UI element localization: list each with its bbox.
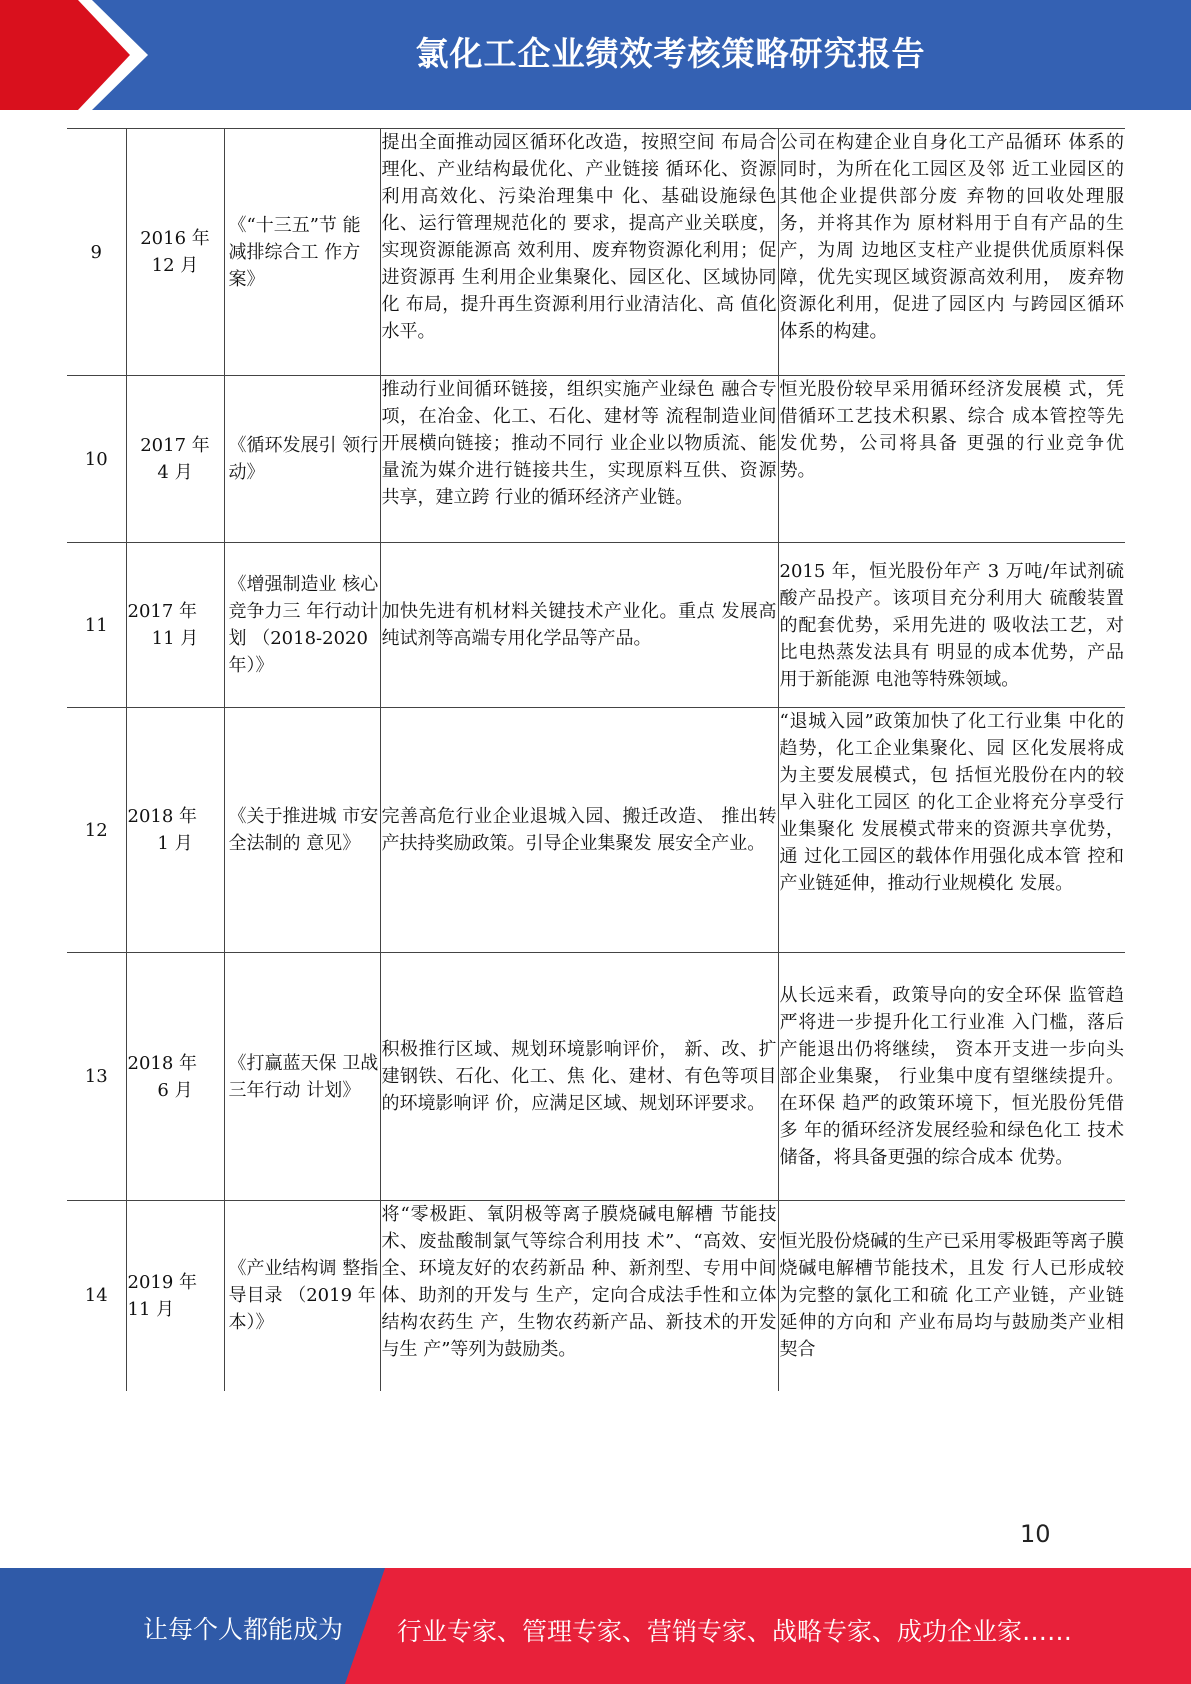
policy-title: 《关于推进城 市安全法制的 意见》 (224, 708, 380, 953)
footer-slogan-right: 行业专家、管理专家、营销专家、战略专家、成功企业家…… (397, 1617, 1073, 1646)
table-row (67, 708, 1125, 953)
policy-content: 加快先进有机材料关键技术产业化。重点 发展高纯试剂等高端专用化学品等产品。 (380, 543, 778, 708)
report-title: 氯化工企业绩效考核策略研究报告 (415, 34, 926, 73)
policy-impact: 恒光股份烧碱的生产已采用零极距等离子膜烧碱电解槽节能技术，且发 行人已形成较为完整的氯化工和硫 化工产业链，产业链延伸的方向和 产业布局均与鼓励类产业相契合 (778, 1201, 1125, 1391)
policy-title: 《“十三五”节 能减排综合工 作方案》 (224, 129, 380, 376)
policy-content: 完善高危行业企业退城入园、搬迁改造、 推出转产扶持奖励政策。引导企业集聚发 展安全产业。 (380, 708, 778, 953)
policy-table (67, 128, 1125, 1391)
row-number: 14 (67, 1201, 126, 1391)
date-year: 2019 年 (127, 1271, 198, 1293)
policy-impact: 恒光股份较早采用循环经济发展模 式，凭借循环工艺技术积累、综合 成本管控等先发优势，公司将具备 更强的行业竞争优势。 (778, 376, 1125, 543)
row-number: 11 (67, 543, 126, 708)
date-month: 11 月 (127, 1298, 175, 1320)
footer-slogan-left: 让每个人都能成为 (143, 1615, 344, 1644)
date-month: 6 月 (157, 1079, 193, 1101)
page-number: 10 (1020, 1520, 1051, 1548)
policy-impact: “退城入园”政策加快了化工行业集 中化的趋势，化工企业集聚化、园 区化发展将成为主要发展模式，包 括恒光股份在内的较早入驻化工园区 的化工企业将充分享受行业集聚化 发展模式带来的资源共享优势，通 过化工园区的载体作用强化成本管 控和产业链延伸，推动行业规模化 发展。 (778, 708, 1125, 953)
policy-title: 《打赢蓝天保 卫战三年行动 计划》 (224, 953, 380, 1201)
row-date (126, 953, 224, 1201)
policy-impact: 2015 年，恒光股份年产 3 万吨/年试剂硫酸产品投产。该项目充分利用大 硫酸装置的配套优势，采用先进的 吸收法工艺，对比电热蒸发法具有 明显的成本优势，产品用于新能源 电池等特殊领域。 (778, 543, 1125, 708)
row-date (126, 708, 224, 953)
row-number: 12 (67, 708, 126, 953)
table-row (67, 129, 1125, 376)
page-footer (0, 1568, 1191, 1684)
date-year: 2017 年 (127, 601, 198, 622)
header-arrow-graphic (0, 0, 160, 110)
policy-title: 《产业结构调 整指导目录 （2019 年 本）》 (224, 1201, 380, 1391)
date-month: 11 月 (151, 628, 199, 649)
table-row (67, 543, 1125, 708)
date-year: 2017 年 (140, 435, 210, 456)
policy-impact: 公司在构建企业自身化工产品循环 体系的同时，为所在化工园区及邻 近工业园区的其他企业提供部分废 弃物的回收处理服务，并将其作为 原材料用于自有产品的生产，为周 边地区支柱产业提供优质原料保 障，优先实现区域资源高效利用， 废弃物资源化利用，促进了园区内 与跨园区循环体系的构建。 (778, 129, 1125, 376)
table-row (67, 1201, 1125, 1391)
date-month: 4 月 (157, 462, 193, 483)
date-year: 2018 年 (127, 1052, 198, 1074)
policy-content: 积极推行区域、规划环境影响评价， 新、改、扩建钢铁、石化、化工、焦 化、建材、有色等项目的环境影响评 价，应满足区域、规划环评要求。 (380, 953, 778, 1201)
date-month: 1 月 (157, 833, 193, 854)
policy-content: 提出全面推动园区循环化改造，按照空间 布局合理化、产业结构最优化、产业链接 循环化、资源利用高效化、污染治理集中 化、基础设施绿色化、运行管理规范化的 要求，提高产业关联度，实现资源能源高 效利用、废弃物资源化利用；促进资源再 生利用企业集聚化、园区化、区域协同化 布局，提升再生资源利用行业清洁化、高 值化水平。 (380, 129, 778, 376)
page-header (0, 0, 1191, 110)
table-row (67, 376, 1125, 543)
policy-title: 《增强制造业 核心竞争力三 年行动计划 （2018-2020 年）》 (224, 543, 380, 708)
row-date (126, 376, 224, 543)
policy-content: 将“零极距、氧阴极等离子膜烧碱电解槽 节能技术、废盐酸制氯气等综合利用技 术”、“高效、安全、环境友好的农药新品 种、新剂型、专用中间体、助剂的开发与 生产，定向合成法手性和立体结构农药生 产，生物农药新产品、新技术的开发与生 产”等列为鼓励类。 (380, 1201, 778, 1391)
row-date (126, 129, 224, 376)
policy-title: 《循环发展引 领行动》 (224, 376, 380, 543)
row-number: 13 (67, 953, 126, 1201)
row-number: 9 (67, 129, 126, 376)
date-year: 2016 年 (140, 228, 210, 249)
policy-impact: 从长远来看，政策导向的安全环保 监管趋严将进一步提升化工行业准 入门槛，落后产能退出仍将继续， 资本开支进一步向头部企业集聚， 行业集中度有望继续提升。在环保 趋严的政策环境下，恒光股份凭借多 年的循环经济发展经验和绿色化工 技术储备，将具备更强的综合成本 优势。 (778, 953, 1125, 1201)
row-date (126, 543, 224, 708)
date-month: 12 月 (151, 255, 199, 276)
row-number: 10 (67, 376, 126, 543)
table-row (67, 953, 1125, 1201)
row-date (126, 1201, 224, 1391)
date-year: 2018 年 (127, 806, 198, 827)
policy-content: 推动行业间循环链接，组织实施产业绿色 融合专项，在冶金、化工、石化、建材等 流程制造业间开展横向链接；推动不同行 业企业以物质流、能量流为媒介进行链接共生，实现原料互供、资源共享，建立跨 行业的循环经济产业链。 (380, 376, 778, 543)
